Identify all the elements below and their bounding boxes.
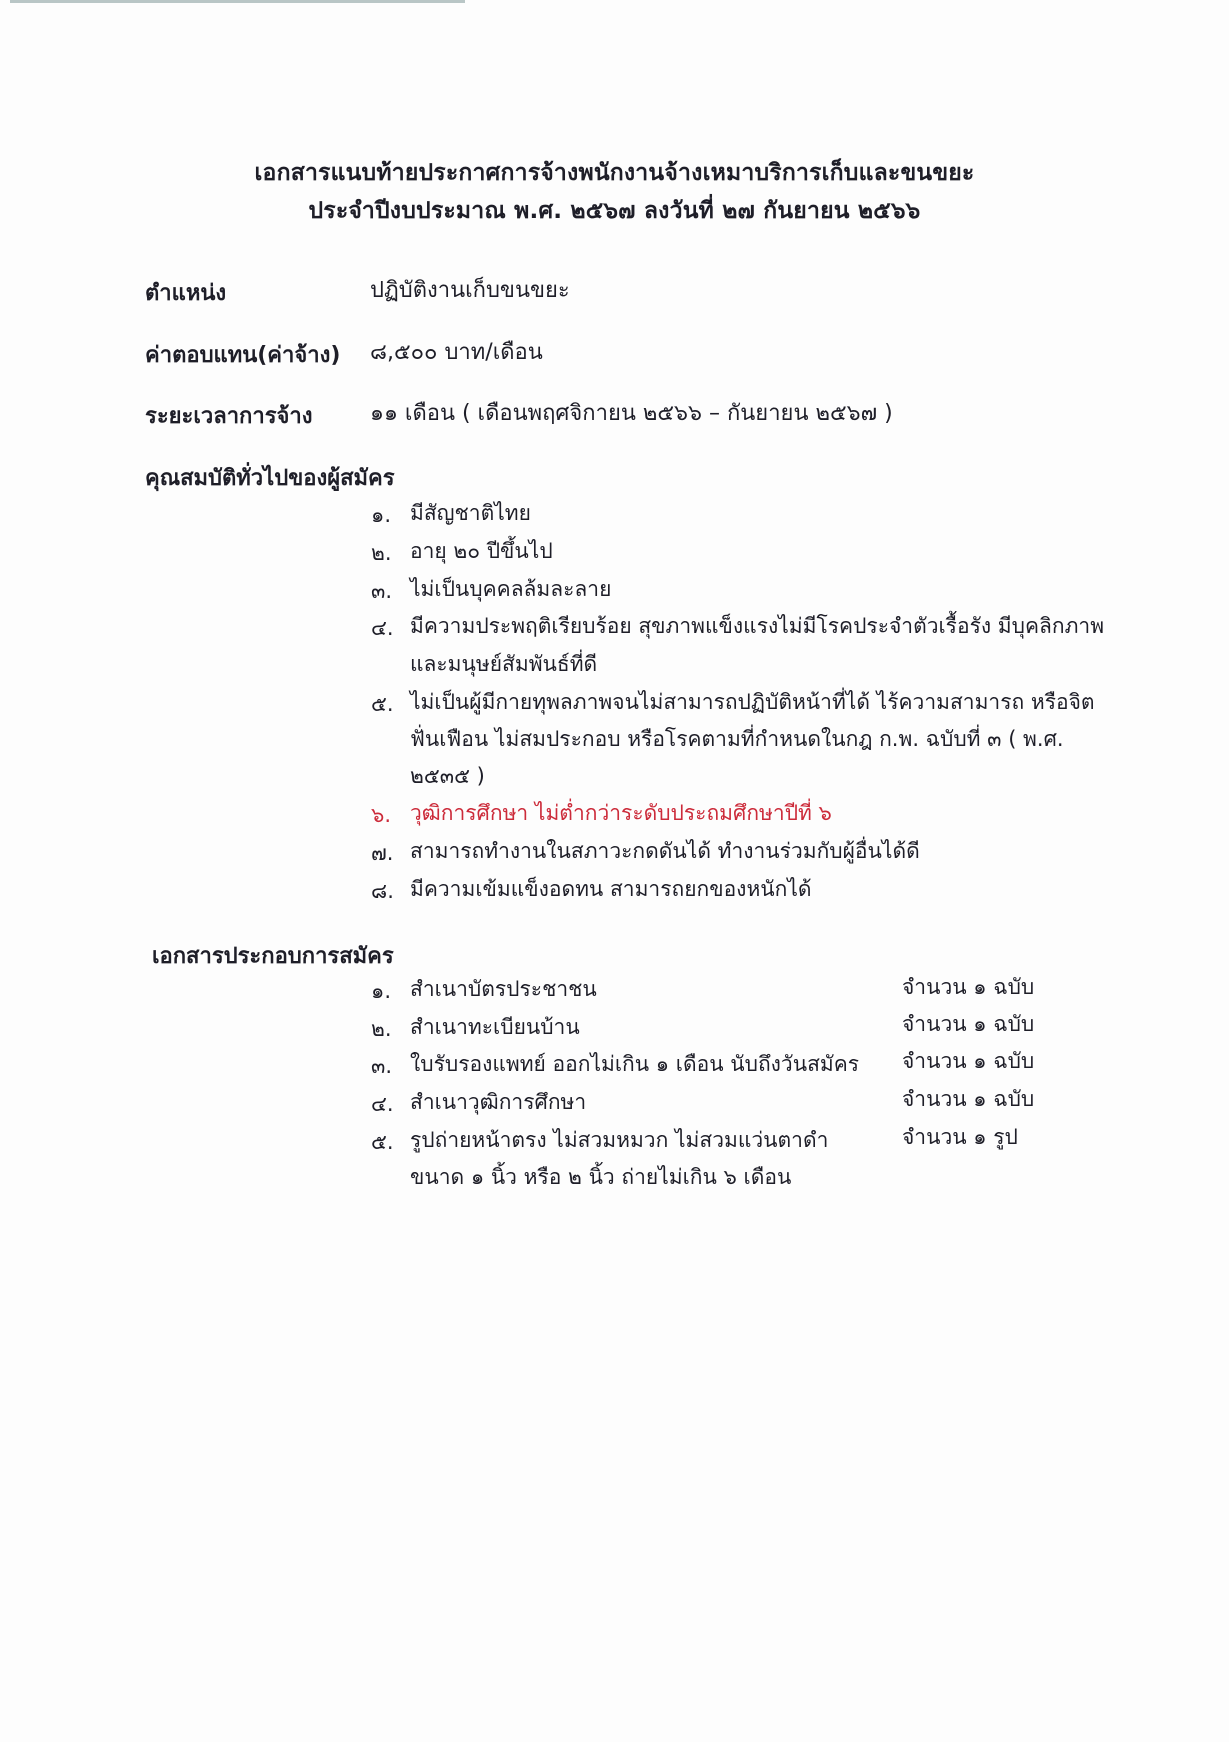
qualification-number-highlighted: ๖.: [371, 803, 392, 827]
qualification-item: อายุ ๒๐ ปีขึ้นไป: [410, 539, 553, 563]
document-item: ใบรับรองแพทย์ ออกไม่เกิน ๑ เดือน นับถึงวันสมัคร: [410, 1052, 860, 1076]
document-item: สำเนาบัตรประชาชน: [410, 977, 597, 1001]
document-number: ๔.: [371, 1092, 394, 1116]
qualification-item: มีสัญชาติไทย: [410, 501, 531, 525]
qualification-number: ๓.: [371, 579, 393, 603]
position-label: ตำแหน่ง: [145, 281, 227, 306]
document-quantity: จำนวน ๑ ฉบับ: [902, 1012, 1035, 1036]
qualification-number: ๑.: [371, 503, 392, 527]
scan-edge-mark: [10, 0, 465, 3]
document-number: ๒.: [371, 1017, 392, 1041]
documents-heading: เอกสารประกอบการสมัคร: [152, 944, 394, 969]
qualification-number: ๘.: [371, 879, 394, 903]
qualification-number: ๔.: [371, 616, 394, 640]
qualification-item: สามารถทำงานในสภาวะกดดันได้ ทำงานร่วมกับผู้อื่นได้ดี: [410, 839, 920, 863]
document-item-continued: ขนาด ๑ นิ้ว หรือ ๒ นิ้ว ถ่ายไม่เกิน ๖ เดือน: [410, 1165, 792, 1189]
qualification-item: มีความเข้มแข็งอดทน สามารถยกของหนักได้: [410, 877, 812, 901]
qualifications-heading: คุณสมบัติทั่วไปของผู้สมัคร: [145, 466, 395, 491]
document-item: รูปถ่ายหน้าตรง ไม่สวมหมวก ไม่สวมแว่นตาดำ: [410, 1128, 829, 1152]
qualification-number: ๕.: [371, 692, 394, 716]
qualification-item-continued: ๒๕๓๕ ): [410, 764, 485, 788]
document-quantity: จำนวน ๑ ฉบับ: [902, 975, 1035, 999]
qualification-item: ไม่เป็นบุคคลล้มละลาย: [410, 577, 612, 601]
document-item: สำเนาวุฒิการศึกษา: [410, 1090, 587, 1114]
document-number: ๕.: [371, 1130, 394, 1154]
document-quantity: จำนวน ๑ ฉบับ: [902, 1087, 1035, 1111]
employment-period-label: ระยะเวลาการจ้าง: [145, 404, 313, 429]
document-number: ๑.: [371, 979, 392, 1003]
qualification-number: ๗.: [371, 841, 394, 865]
document-item: สำเนาทะเบียนบ้าน: [410, 1015, 580, 1039]
qualification-item: มีความประพฤติเรียบร้อย สุขภาพแข็งแรงไม่มีโรคประจำตัวเรื้อรัง มีบุคลิกภาพ: [410, 614, 1105, 638]
document-title-line-1: เอกสารแนบท้ายประกาศการจ้างพนักงานจ้างเหมาบริการเก็บและขนขยะ: [254, 160, 975, 186]
employment-period-value: ๑๑ เดือน ( เดือนพฤศจิกายน ๒๕๖๖ – กันยายน ๒๕๖๗ ): [370, 401, 893, 426]
qualification-item-highlighted: วุฒิการศึกษา ไม่ต่ำกว่าระดับประถมศึกษาปีที่ ๖: [410, 801, 832, 825]
qualification-item-continued: ฟั่นเฟือน ไม่สมประกอบ หรือโรคตามที่กำหนดในกฎ ก.พ. ฉบับที่ ๓ ( พ.ศ.: [410, 727, 1064, 751]
position-value: ปฏิบัติงานเก็บขนขยะ: [370, 278, 570, 303]
wage-label: ค่าตอบแทน(ค่าจ้าง): [145, 343, 341, 368]
document-quantity: จำนวน ๑ ฉบับ: [902, 1049, 1035, 1073]
qualification-number: ๒.: [371, 541, 392, 565]
qualification-item: ไม่เป็นผู้มีกายทุพลภาพจนไม่สามารถปฏิบัติหน้าที่ได้ ไร้ความสามารถ หรือจิต: [410, 690, 1095, 714]
document-number: ๓.: [371, 1054, 393, 1078]
qualification-item-continued: และมนุษย์สัมพันธ์ที่ดี: [410, 652, 598, 676]
document-quantity: จำนวน ๑ รูป: [902, 1125, 1018, 1149]
document-title-line-2: ประจำปีงบประมาณ พ.ศ. ๒๕๖๗ ลงวันที่ ๒๗ กันยายน ๒๕๖๖: [308, 198, 921, 224]
wage-value: ๘,๕๐๐ บาท/เดือน: [370, 340, 543, 365]
